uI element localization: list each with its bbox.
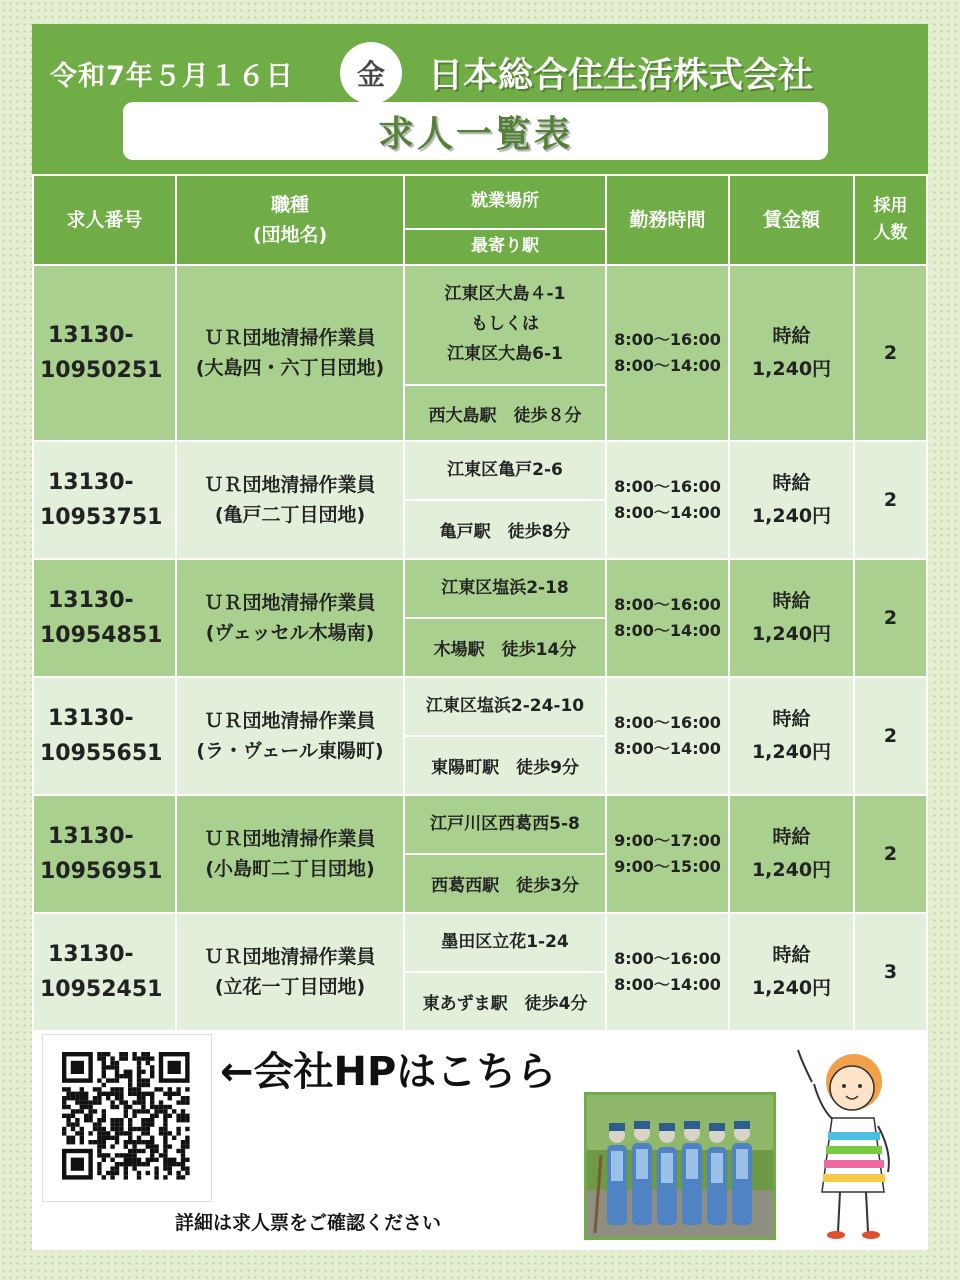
- wage-cell: [730, 914, 853, 1030]
- hire-count-cell: [855, 678, 926, 794]
- cell-text: 8:00～14:00: [614, 739, 721, 758]
- header-banner: [32, 24, 928, 174]
- cell-text: 10955651: [40, 741, 163, 766]
- weekday-badge: 金: [340, 42, 402, 104]
- cell-text: 江戸川区西葛西5-8: [430, 813, 580, 834]
- cell-text: 10956951: [40, 859, 163, 884]
- cell-text: (亀戸二丁目団地): [214, 504, 366, 526]
- cell-text: 江東区塩浜2-24-10: [425, 695, 585, 716]
- work-hours-cell: [607, 442, 728, 558]
- work-location-cell: [405, 678, 605, 735]
- job-table: [32, 174, 928, 1032]
- cell-text: (ヴェッセル木場南): [205, 622, 375, 644]
- cell-text: (大島四・六丁目団地): [195, 357, 385, 379]
- wage-cell: [730, 678, 853, 794]
- work-hours-cell: [607, 914, 728, 1030]
- wage-cell: [730, 560, 853, 676]
- cell-text: ＵＲ団地清掃作業員: [204, 945, 376, 968]
- col-header-location: 就業場所: [405, 176, 605, 228]
- cell-text: 1,240円: [751, 859, 832, 881]
- job-type-cell: [177, 266, 403, 440]
- cell-text: 9:00～17:00: [614, 831, 721, 851]
- job-type-cell: [177, 442, 403, 558]
- cell-text: 1,240円: [751, 358, 832, 380]
- cell-text: 13130-: [48, 823, 134, 849]
- cell-text: 1,240円: [751, 741, 832, 763]
- hire-count-cell: [855, 442, 926, 558]
- cell-text: (立花一丁目団地): [214, 976, 366, 998]
- cell-text: 2: [883, 843, 898, 865]
- cell-text: ＵＲ団地清掃作業員: [204, 591, 376, 614]
- job-id-cell: [34, 560, 175, 676]
- col-header-job: 職種 (団地名): [177, 176, 403, 264]
- work-hours-cell: [607, 678, 728, 794]
- cell-text: 9:00～15:00: [614, 857, 721, 876]
- cell-text: 1,240円: [751, 623, 832, 645]
- hire-count-cell: [855, 796, 926, 912]
- wage-cell: [730, 796, 853, 912]
- job-id-cell: [34, 678, 175, 794]
- cell-text: 10953751: [40, 505, 163, 530]
- cell-text: 13130-: [48, 941, 134, 967]
- cell-text: 2: [883, 725, 898, 747]
- cell-text: 1,240円: [751, 505, 832, 527]
- cell-text: 時給: [772, 471, 811, 494]
- page-title: 求人一覧表: [377, 113, 573, 155]
- job-id-cell: [34, 442, 175, 558]
- publish-date: 令和7年５月１６日: [50, 61, 294, 92]
- cell-text: 13130-: [48, 705, 134, 731]
- cell-text: 墨田区立花1-24: [441, 931, 569, 952]
- col-header-station: 最寄り駅: [405, 230, 605, 264]
- cell-text: 8:00～14:00: [614, 621, 721, 640]
- cell-text: 8:00～14:00: [614, 503, 721, 522]
- cell-text: 江東区大島４-1: [444, 284, 566, 305]
- cell-text: 8:00～16:00: [614, 713, 721, 733]
- col-header-count: 採用 人数: [855, 176, 926, 264]
- cell-text: 8:00～14:00: [614, 356, 721, 375]
- cell-text: 1,240円: [751, 977, 832, 999]
- cell-text: 江東区塩浜2-18: [441, 577, 569, 598]
- cell-text: 10950251: [40, 358, 163, 383]
- company-name: 日本総合住生活株式会社: [428, 56, 814, 96]
- cell-text: 8:00～14:00: [614, 975, 721, 994]
- job-type-cell: [177, 560, 403, 676]
- work-location-cell: [405, 266, 605, 384]
- cell-text: 13130-: [48, 587, 134, 613]
- hire-count-cell: [855, 266, 926, 440]
- cell-text: 8:00～16:00: [614, 330, 721, 350]
- hire-count-cell: [855, 560, 926, 676]
- cell-text: 江東区大島6-1: [447, 343, 563, 364]
- cell-text: 2: [883, 342, 898, 364]
- nearest-station-cell: [405, 501, 605, 558]
- job-id-cell: [34, 914, 175, 1030]
- col-header-wage: 賃金額: [730, 176, 853, 264]
- cell-text: (ラ・ヴェール東陽町): [196, 740, 384, 762]
- cell-text: 時給: [772, 943, 811, 966]
- cell-text: 東あずま駅 徒歩4分: [422, 994, 588, 1014]
- cell-text: ＵＲ団地清掃作業員: [204, 473, 376, 496]
- work-location-cell: [405, 560, 605, 617]
- cell-text: 時給: [772, 589, 811, 612]
- job-list-flyer: [32, 24, 928, 1250]
- staff-group-photo: [584, 1092, 776, 1240]
- work-location-cell: [405, 914, 605, 971]
- cell-text: (小島町二丁目団地): [205, 858, 375, 880]
- cell-text: 江東区亀戸2-6: [447, 459, 563, 480]
- wage-cell: [730, 266, 853, 440]
- cell-text: 3: [883, 961, 898, 983]
- waving-mascot-illustration: [792, 1042, 912, 1242]
- cell-text: 8:00～16:00: [614, 949, 721, 969]
- nearest-station-cell: [405, 386, 605, 440]
- work-hours-cell: [607, 796, 728, 912]
- job-type-cell: [177, 796, 403, 912]
- cell-text: 10954851: [40, 623, 163, 648]
- nearest-station-cell: [405, 855, 605, 912]
- work-location-cell: [405, 796, 605, 853]
- cell-text: 8:00～16:00: [614, 595, 721, 615]
- qr-code-graphic: [43, 1035, 209, 1199]
- company-hp-link-text: ←会社HPはこちら: [220, 1049, 557, 1095]
- cell-text: 2: [883, 489, 898, 511]
- col-header-id: 求人番号: [34, 176, 175, 264]
- cell-text: ＵＲ団地清掃作業員: [204, 326, 376, 349]
- job-id-cell: [34, 796, 175, 912]
- cell-text: 西大島駅 徒歩８分: [428, 405, 582, 426]
- work-hours-cell: [607, 560, 728, 676]
- cell-text: 8:00～16:00: [614, 477, 721, 497]
- col-header-hours: 勤務時間: [607, 176, 728, 264]
- cell-text: ＵＲ団地清掃作業員: [204, 709, 376, 732]
- cell-text: 東陽町駅 徒歩9分: [431, 758, 579, 778]
- nearest-station-cell: [405, 619, 605, 676]
- cell-text: 2: [883, 607, 898, 629]
- job-type-cell: [177, 678, 403, 794]
- job-type-cell: [177, 914, 403, 1030]
- cell-text: 10952451: [40, 977, 163, 1002]
- cell-text: 時給: [772, 324, 811, 347]
- cell-text: もしくは: [471, 314, 539, 335]
- cell-text: 木場駅 徒歩14分: [433, 640, 577, 660]
- work-hours-cell: [607, 266, 728, 440]
- job-id-cell: [34, 266, 175, 440]
- cell-text: 13130-: [48, 469, 134, 495]
- wage-cell: [730, 442, 853, 558]
- cell-text: 時給: [772, 707, 811, 730]
- qr-code[interactable]: [42, 1034, 212, 1202]
- nearest-station-cell: [405, 737, 605, 794]
- cell-text: ＵＲ団地清掃作業員: [204, 827, 376, 850]
- cell-text: 時給: [772, 825, 811, 848]
- cell-text: 13130-: [48, 322, 134, 348]
- title-box: [123, 102, 828, 160]
- nearest-station-cell: [405, 973, 605, 1030]
- footer-note: 詳細は求人票をご確認ください: [175, 1212, 442, 1234]
- hire-count-cell: [855, 914, 926, 1030]
- cell-text: 西葛西駅 徒歩3分: [431, 876, 579, 896]
- cell-text: 亀戸駅 徒歩8分: [439, 522, 571, 542]
- work-location-cell: [405, 442, 605, 499]
